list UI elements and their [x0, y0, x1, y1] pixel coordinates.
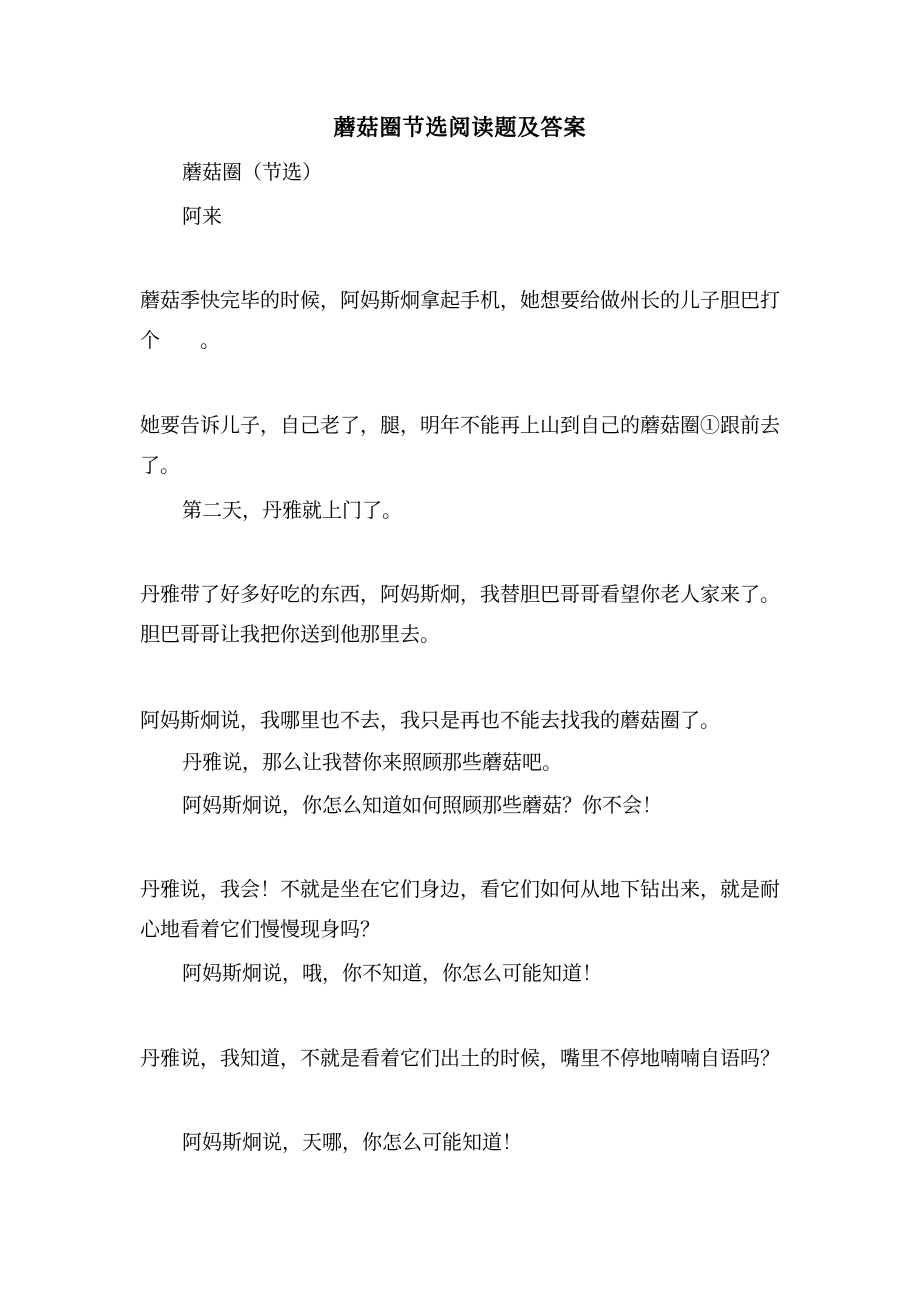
document-title: 蘑菇圈节选阅读题及答案 [333, 115, 587, 141]
paragraph: 丹雅带了好多好吃的东西，阿妈斯炯，我替胆巴哥哥看望你老人家来了。胆巴哥哥让我把你送到他那里去。 [140, 582, 780, 646]
paragraph: 阿妈斯炯说，天哪，你怎么可能知道！ [182, 1130, 522, 1154]
paragraph: 丹雅说，我知道，不就是看着它们出土的时候，嘴里不停地喃喃自语吗？ [140, 1046, 780, 1070]
paragraph: 阿妈斯炯说，你怎么知道如何照顾那些蘑菇？你不会！ [182, 793, 662, 817]
paragraph: 蘑菇季快完毕的时候，阿妈斯炯拿起手机，她想要给做州长的儿子胆巴打个 。 [140, 288, 780, 352]
author: 阿来 [182, 204, 222, 228]
subtitle: 蘑菇圈（节选） [182, 160, 322, 184]
paragraph: 丹雅说，那么让我替你来照顾那些蘑菇吧。 [182, 750, 562, 774]
paragraph: 丹雅说，我会！不就是坐在它们身边，看它们如何从地下钻出来，就是耐心地看着它们慢慢现身吗？ [140, 877, 780, 941]
paragraph: 阿妈斯炯说，我哪里也不去，我只是再也不能去找我的蘑菇圈了。 [140, 708, 720, 732]
paragraph: 她要告诉儿子，自己老了，腿，明年不能再上山到自己的蘑菇圈①跟前去了。 [140, 413, 780, 477]
paragraph: 阿妈斯炯说，哦，你不知道，你怎么可能知道！ [182, 961, 602, 985]
paragraph: 第二天，丹雅就上门了。 [182, 498, 402, 522]
